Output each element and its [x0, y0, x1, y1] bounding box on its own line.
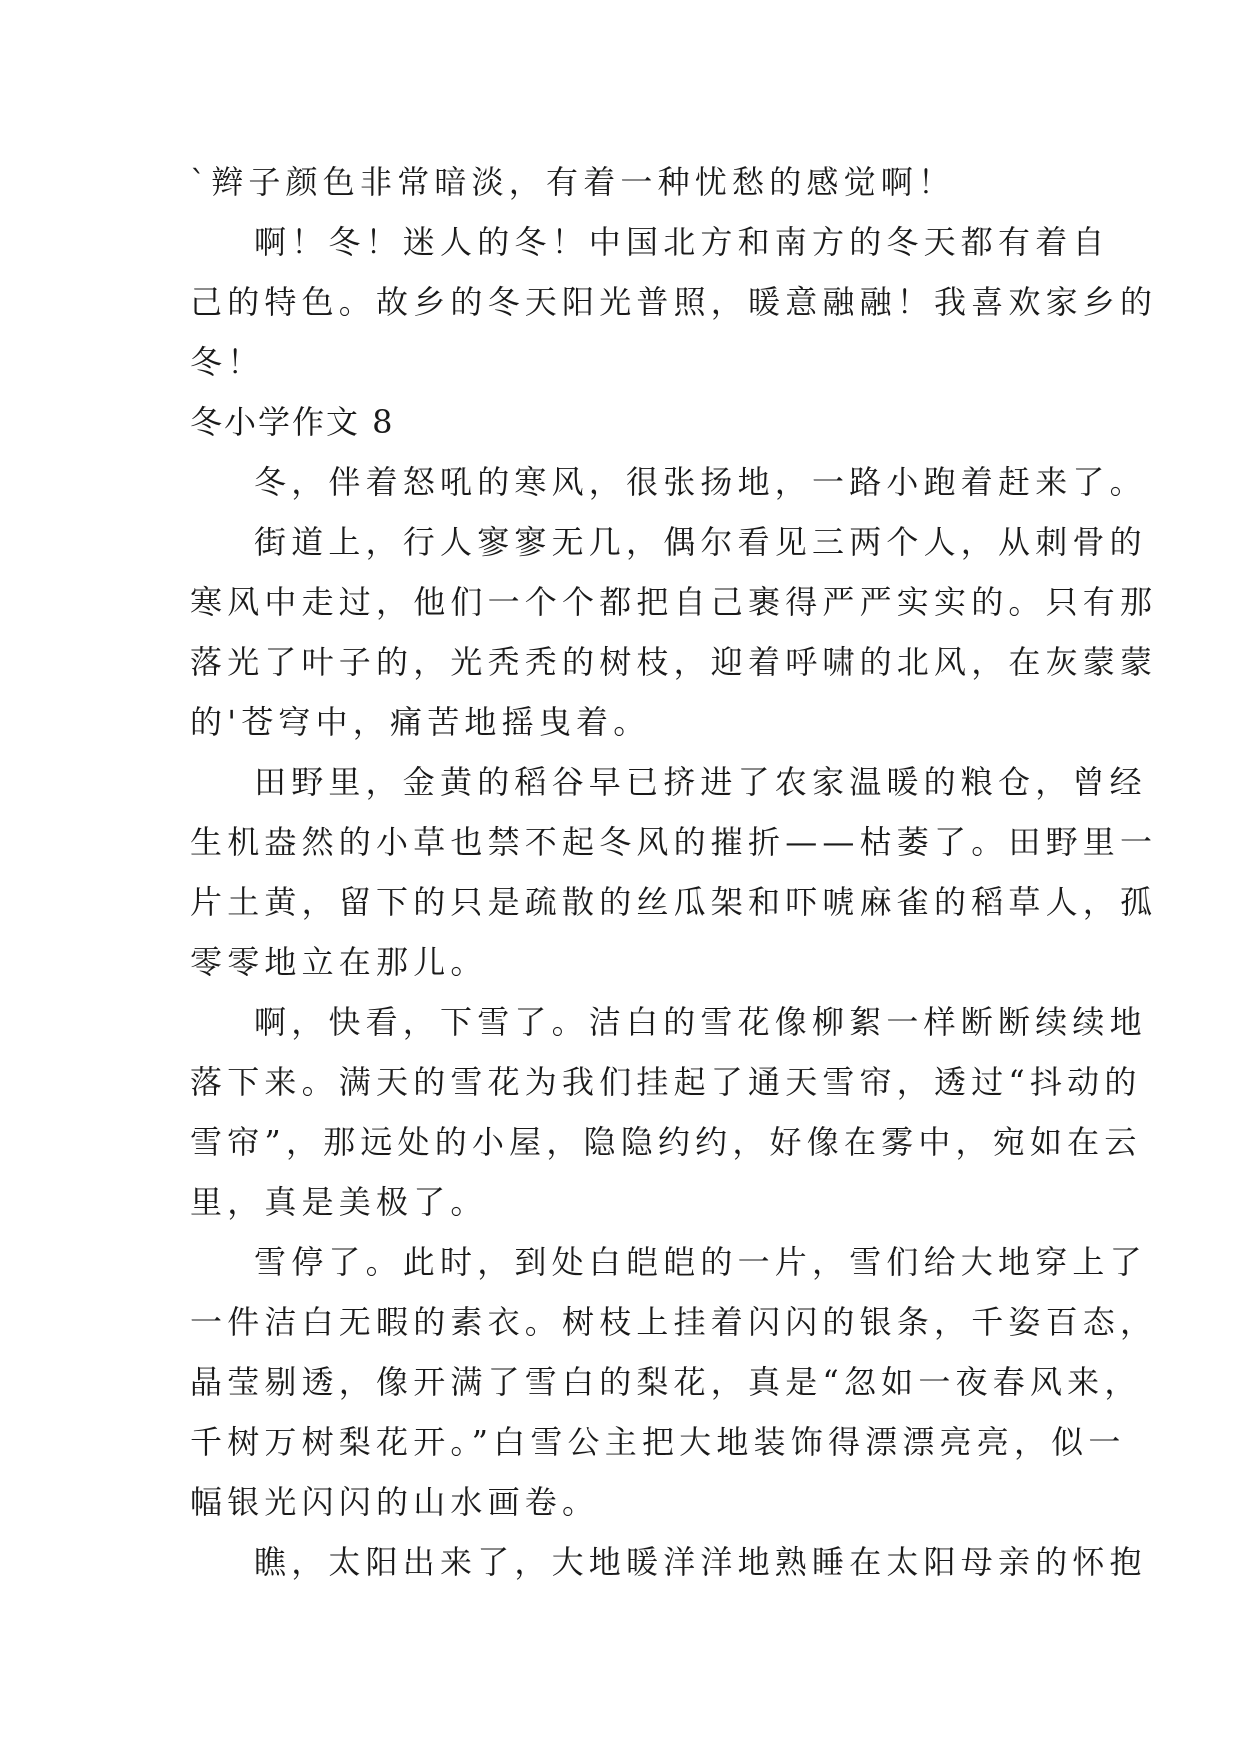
text-line: 晶莹剔透，像开满了雪白的梨花，真是“忽如一夜春风来，: [190, 1363, 1142, 1401]
paragraph-first-line: 瞧，太阳出来了，大地暖洋洋地熟睡在太阳母亲的怀抱: [254, 1543, 1147, 1581]
text-line: 落光了叶子的，光秃秃的树枝，迎着呼啸的北风，在灰蒙蒙: [190, 643, 1158, 681]
text-line: 的'苍穹中，痛苦地摇曳着。: [190, 703, 651, 741]
text-line: 一件洁白无暇的素衣。树枝上挂着闪闪的银条，千姿百态，: [190, 1303, 1158, 1341]
text-line: `辫子颜色非常暗淡，有着一种忧愁的感觉啊！: [190, 163, 956, 201]
section-heading: 冬小学作文 8: [190, 403, 395, 441]
text-line: 己的特色。故乡的冬天阳光普照，暖意融融！我喜欢家乡的: [190, 283, 1158, 321]
text-line: 冬！: [190, 343, 265, 381]
paragraph-first-line: 田野里，金黄的稻谷早已挤进了农家温暖的粮仓，曾经: [254, 763, 1147, 801]
text-line: 寒风中走过，他们一个个都把自己裹得严严实实的。只有那: [190, 583, 1158, 621]
text-line: 片土黄，留下的只是疏散的丝瓜架和吓唬麻雀的稻草人，孤: [190, 883, 1158, 921]
text-line: 幅银光闪闪的山水画卷。: [190, 1483, 600, 1521]
text-line: 零零地立在那儿。: [190, 943, 488, 981]
text-line: 生机盎然的小草也禁不起冬风的摧折——枯萎了。田野里一: [190, 823, 1158, 861]
paragraph-first-line: 啊！冬！迷人的冬！中国北方和南方的冬天都有着自: [254, 223, 1110, 261]
text-line: 雪帘”，那远处的小屋，隐隐约约，好像在雾中，宛如在云: [190, 1123, 1142, 1161]
text-line: 千树万树梨花开。”白雪公主把大地装饰得漂漂亮亮，似一: [190, 1423, 1126, 1461]
paragraph-first-line: 啊，快看，下雪了。洁白的雪花像柳絮一样断断续续地: [254, 1003, 1147, 1041]
document-body: [190, 152, 1158, 1592]
paragraph-first-line: 街道上，行人寥寥无几，偶尔看见三两个人，从刺骨的: [254, 523, 1147, 561]
paragraph-first-line: 雪停了。此时，到处白皑皑的一片，雪们给大地穿上了: [254, 1243, 1147, 1281]
text-line: 里，真是美极了。: [190, 1183, 488, 1221]
text-line: 落下来。满天的雪花为我们挂起了通天雪帘，透过“抖动的: [190, 1063, 1142, 1101]
paragraph-first-line: 冬，伴着怒吼的寒风，很张扬地，一路小跑着赶来了。: [254, 463, 1147, 501]
